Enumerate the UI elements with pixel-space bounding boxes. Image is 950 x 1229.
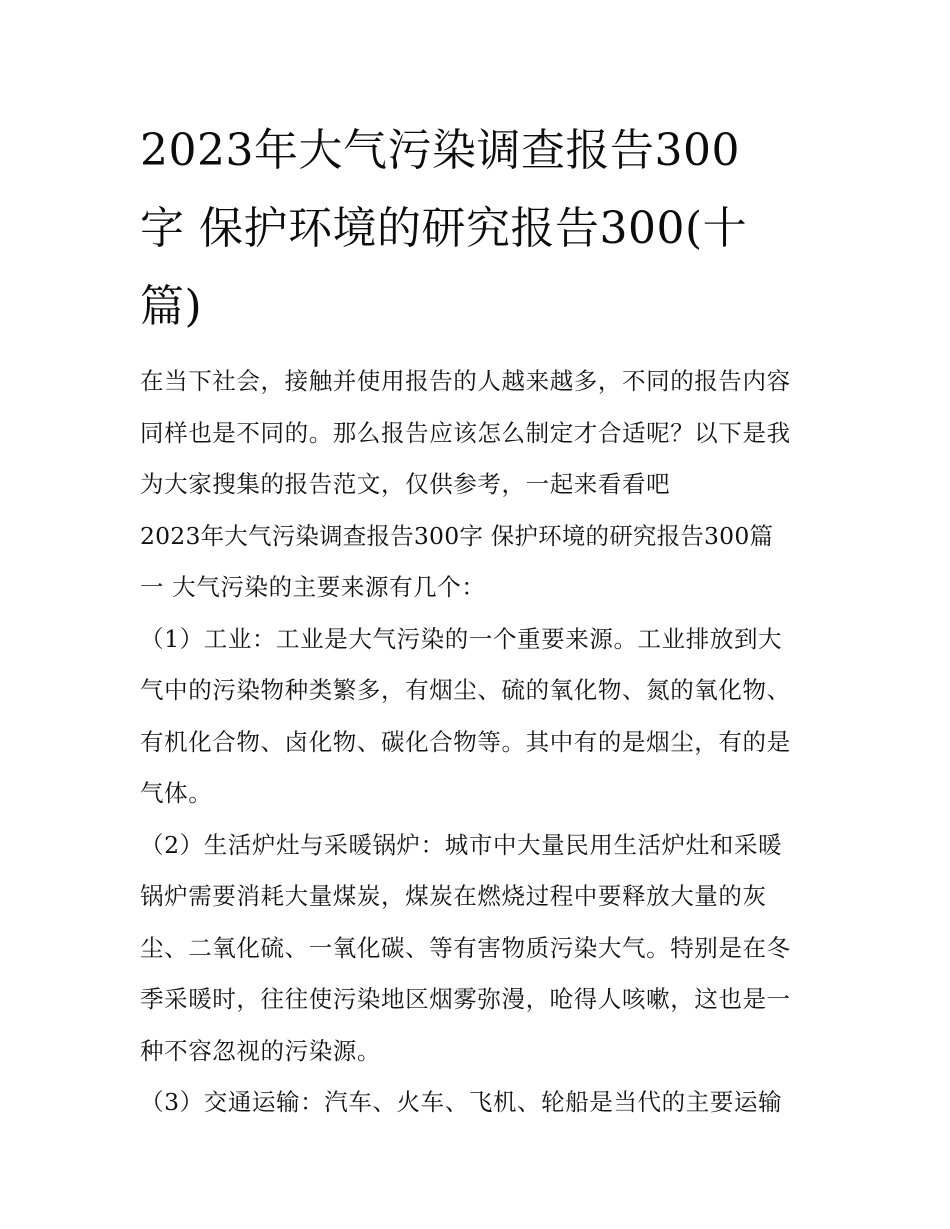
body-line: 季采暖时，往往使污染地区烟雾弥漫，呛得人咳嗽，这也是一 bbox=[140, 985, 791, 1013]
body-line: （3）交通运输：汽车、火车、飞机、轮船是当代的主要运输 bbox=[140, 1088, 783, 1116]
body-line: 一 大气污染的主要来源有几个： bbox=[140, 573, 486, 601]
title-line: 篇) bbox=[140, 281, 203, 332]
body-line: 2023年大气污染调查报告300字 保护环境的研究报告300篇 bbox=[140, 521, 774, 550]
body-line: 种不容忽视的污染源。 bbox=[140, 1036, 381, 1065]
body-line: 气体。 bbox=[140, 779, 213, 807]
title-line: 字 保护环境的研究报告300(十 bbox=[140, 203, 748, 254]
document-title bbox=[140, 112, 820, 346]
document-body bbox=[140, 356, 820, 1129]
body-line: （2）生活炉灶与采暖锅炉：城市中大量民用生活炉灶和采暖 bbox=[140, 830, 783, 859]
body-line: 锅炉需要消耗大量煤炭，煤炭在燃烧过程中要释放大量的灰 bbox=[140, 882, 767, 910]
body-line: 有机化合物、卤化物、碳化合物等。其中有的是烟尘，有的是 bbox=[140, 727, 791, 756]
body-line: 气中的污染物种类繁多，有烟尘、硫的氧化物、氮的氧化物、 bbox=[140, 676, 791, 704]
body-line: 为大家搜集的报告范文，仅供参考，一起来看看吧 bbox=[140, 470, 671, 498]
body-line: 在当下社会，接触并使用报告的人越来越多，不同的报告内容 bbox=[140, 367, 791, 395]
title-line: 2023年大气污染调查报告300 bbox=[140, 125, 740, 176]
body-line: 尘、二氧化硫、一氧化碳、等有害物质污染大气。特别是在冬 bbox=[140, 933, 791, 962]
body-line: （1）工业：工业是大气污染的一个重要来源。工业排放到大 bbox=[140, 624, 783, 653]
body-line: 同样也是不同的。那么报告应该怎么制定才合适呢？以下是我 bbox=[140, 418, 791, 447]
